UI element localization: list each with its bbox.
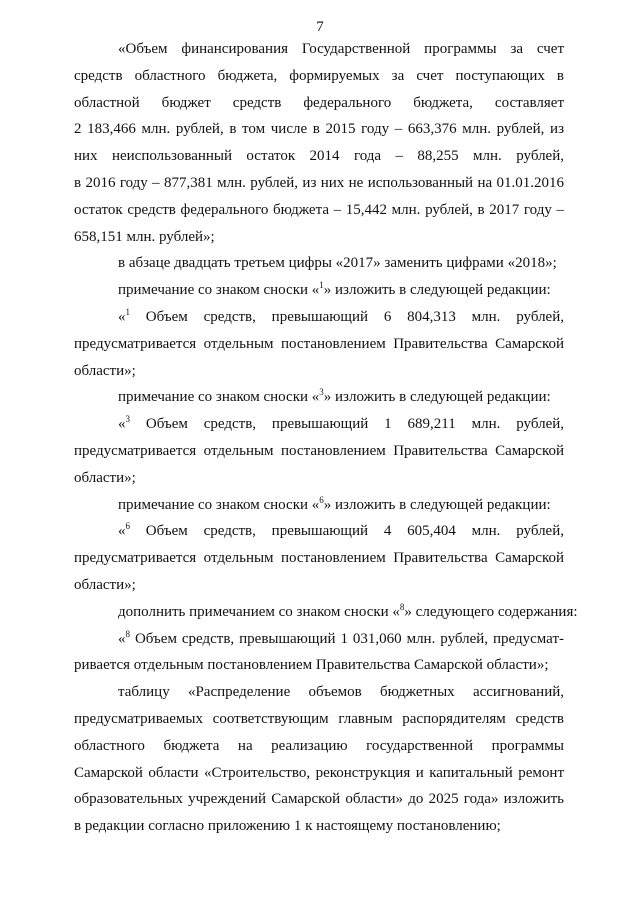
line-text: предусматриваемых соответствующим главным распорядителям средств [74, 710, 564, 727]
line-text: них неиспользованный остаток 2014 года – 88,255 млн. рублей, [74, 148, 564, 165]
line-text: дополнить примечанием со знаком сноски « [118, 603, 400, 620]
footnote-mark: 3 [125, 414, 130, 425]
line-text: предусматривается отдельным постановлением Правительства Самарской [74, 442, 564, 459]
line-text: » изложить в следующей редакции: [323, 389, 551, 406]
text-line [74, 197, 564, 224]
footnote-mark: 8 [125, 628, 130, 639]
text-line [74, 36, 564, 63]
text-line [74, 438, 564, 465]
document-body [74, 36, 578, 840]
text-line [74, 599, 578, 626]
text-line [74, 545, 564, 572]
line-text: « [118, 523, 126, 540]
line-text: « [118, 416, 126, 433]
line-text: Объем средств, превышающий 4 605,404 млн. рублей, [130, 523, 564, 540]
line-text: таблицу «Распределение объемов бюджетных ассигнований, [118, 684, 564, 701]
line-text: примечание со знаком сноски « [118, 282, 320, 299]
line-text: ривается отдельным постановлением Правительства Самарской области»; [74, 657, 549, 674]
text-line [74, 492, 564, 519]
line-text: области»; [74, 362, 136, 379]
line-text: в абзаце двадцать третьем цифры «2017» заменить цифрами «2018»; [118, 255, 557, 272]
line-text: Объем средств, превышающий 1 031,060 млн. рублей, предусмат- [130, 630, 564, 647]
footnote-mark: 1 [319, 280, 324, 291]
text-line [74, 465, 564, 492]
footnote-mark: 8 [399, 601, 405, 612]
line-text: примечание со знаком сноски « [118, 389, 320, 406]
line-text: « [118, 630, 126, 647]
line-text: Объем средств, превышающий 1 689,211 млн. рублей, [130, 416, 564, 433]
text-line [74, 250, 564, 277]
text-line [74, 63, 564, 90]
line-text: » изложить в следующей редакции: [323, 496, 551, 513]
line-text: примечание со знаком сноски « [118, 496, 320, 513]
text-line [74, 170, 564, 197]
line-text: 2 183,466 млн. рублей, в том числе в 2015 году – 663,376 млн. рублей, из [74, 121, 564, 138]
text-line [74, 572, 564, 599]
text-line [74, 358, 564, 385]
footnote-mark: 1 [125, 306, 130, 317]
line-text: в редакции согласно приложению 1 к настоящему постановлению; [74, 818, 501, 835]
text-line [74, 786, 564, 813]
line-text: » следующего содержания: [404, 603, 578, 620]
line-text: в 2016 году – 877,381 млн. рублей, из них не использованный на 01.01.2016 [74, 174, 564, 191]
line-text: образовательных учреждений Самарской области» до 2025 года» изложить [74, 791, 564, 808]
text-line [74, 224, 564, 251]
text-line [74, 277, 564, 304]
footnote-mark: 6 [319, 494, 324, 505]
line-text: «Объем финансирования Государственной программы за счет [118, 41, 564, 57]
text-line [74, 706, 564, 733]
text-line [74, 143, 564, 170]
line-text: областного бюджета на реализацию государственной программы [74, 737, 564, 754]
line-text: предусматривается отдельным постановлением Правительства Самарской [74, 550, 564, 567]
line-text: остаток средств федерального бюджета – 15,442 млн. рублей, в 2017 году – [74, 201, 564, 218]
text-line [74, 679, 564, 706]
line-text: области»; [74, 576, 136, 593]
line-text: 658,151 млн. рублей»; [74, 228, 215, 245]
text-line [74, 813, 564, 840]
text-line [74, 116, 564, 143]
text-line [74, 304, 564, 331]
line-text: предусматривается отдельным постановлением Правительства Самарской [74, 335, 564, 352]
text-line [74, 384, 564, 411]
page-number: 7 [316, 19, 324, 35]
text-line [74, 626, 564, 653]
line-text: « [118, 308, 126, 325]
line-text: » изложить в следующей редакции: [323, 282, 551, 299]
text-line [74, 652, 564, 679]
footnote-mark: 6 [125, 521, 130, 532]
line-text: Объем средств, превышающий 6 804,313 млн. рублей, [130, 308, 564, 325]
text-line [74, 331, 564, 358]
line-text: средств областного бюджета, формируемых за счет поступающих в [74, 67, 564, 84]
text-line [74, 518, 564, 545]
line-text: областной бюджет средств федерального бюджета, составляет [74, 94, 564, 111]
line-text: Самарской области «Строительство, реконструкция и капитальный ремонт [74, 764, 564, 781]
text-line [74, 760, 564, 787]
text-line [74, 733, 564, 760]
text-line [74, 90, 564, 117]
line-text: области»; [74, 469, 136, 486]
text-line [74, 411, 564, 438]
footnote-mark: 3 [319, 387, 324, 398]
